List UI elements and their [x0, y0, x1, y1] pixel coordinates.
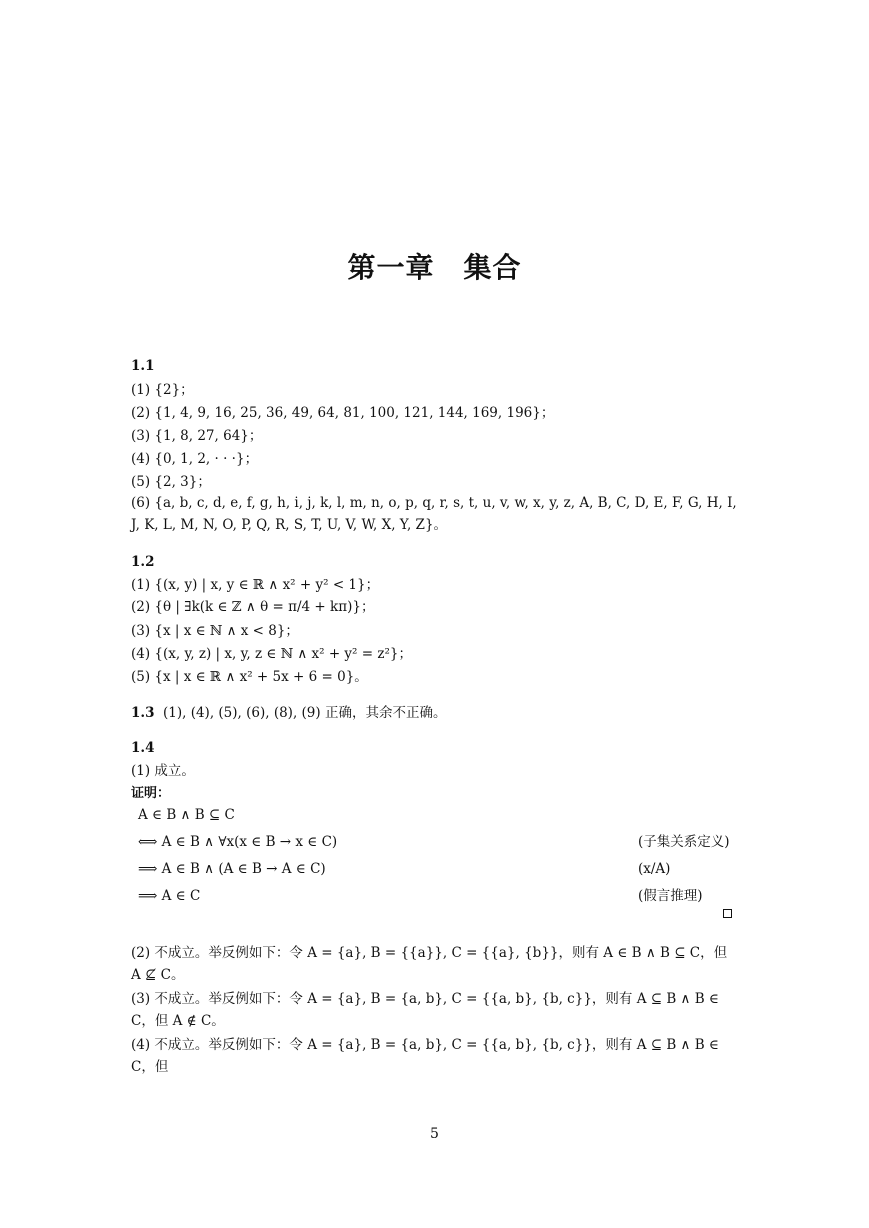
answer-1-4-1: (1) 成立。 [131, 763, 195, 779]
answer-1-2-5: (5) {x | x ∈ ℝ ∧ x² + 5x + 6 = 0}。 [131, 669, 368, 685]
proof-step-2: ⟺ A ∈ B ∧ ∀x(x ∈ B → x ∈ C) [138, 834, 338, 850]
proof-step-1: A ∈ B ∧ B ⊆ C [138, 807, 235, 823]
answer-1-4-2: (2) 不成立。举反例如下：令 A = {a}, B = {{a}}, C = {{a}, {b}}，则有 A ∈ B ∧ B ⊆ C，但 A ⊈ C。 [131, 945, 728, 983]
answer-1-1-6: (6) {a, b, c, d, e, f, g, h, i, j, k, l, m, n, o, p, q, r, s, t, u, v, w, x, y, z, A, B, C, D, E, F, G, H, I, J, K, L, M, N, O, P, Q, R, S, T, U, V, W, X, Y, Z}。 [131, 495, 737, 533]
section-heading-1-4: 1.4 [131, 740, 155, 756]
answer-1-2-4: (4) {(x, y, z) | x, y, z ∈ ℕ ∧ x² + y² = z²}； [131, 646, 412, 662]
answer-1-2-1: (1) {(x, y) | x, y ∈ ℝ ∧ x² + y² < 1}； [131, 577, 380, 593]
proof-label: 证明： [131, 786, 171, 801]
proof-step-3: ⟹ A ∈ B ∧ (A ∈ B → A ∈ C) [138, 861, 326, 877]
answer-1-1-2: (2) {1, 4, 9, 16, 25, 36, 49, 64, 81, 100, 121, 144, 169, 196}； [131, 405, 555, 421]
chapter-title: 第一章 集合 [347, 251, 522, 284]
section-heading-1-1: 1.1 [131, 358, 155, 374]
answer-1-1-5: (5) {2, 3}； [131, 474, 211, 490]
page-number: 5 [430, 1126, 439, 1142]
proof-step-4-reason: (假言推理) [638, 888, 703, 904]
proof-step-4: ⟹ A ∈ C [138, 888, 201, 904]
section-heading-1-2: 1.2 [131, 554, 155, 570]
answer-1-3: (1), (4), (5), (6), (8), (9) 正确，其余不正确。 [163, 705, 447, 721]
answer-1-4-3: (3) 不成立。举反例如下：令 A = {a}, B = {a, b}, C = {{a, b}, {b, c}}，则有 A ⊆ B ∧ B ∈ C，但 A ∉ C。 [131, 991, 719, 1029]
proof-step-2-reason: (子集关系定义) [638, 834, 730, 850]
answer-1-4-4: (4) 不成立。举反例如下：令 A = {a}, B = {a, b}, C = {{a, b}, {b, c}}，则有 A ⊆ B ∧ B ∈ C，但 [131, 1037, 719, 1075]
qed-box-icon [723, 909, 732, 918]
proof-step-3-reason: (x/A) [638, 861, 671, 877]
answer-1-1-1: (1) {2}； [131, 382, 194, 398]
answer-1-1-3: (3) {1, 8, 27, 64}； [131, 428, 263, 444]
section-heading-1-3: 1.3 [131, 705, 155, 721]
answer-1-2-2: (2) {θ | ∃k(k ∈ ℤ ∧ θ = π/4 + kπ)}； [131, 599, 375, 615]
answer-1-1-4: (4) {0, 1, 2, · · ·}； [131, 451, 259, 467]
answer-1-2-3: (3) {x | x ∈ ℕ ∧ x < 8}； [131, 623, 299, 639]
